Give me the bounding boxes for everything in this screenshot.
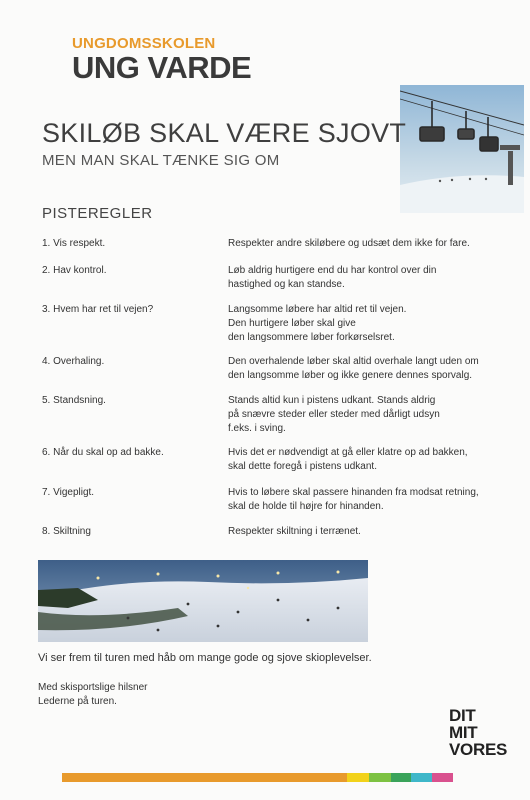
logo-top-text: UNGDOMSSKOLEN [72, 35, 216, 52]
signoff-line-1: Med skisportslige hilsner [38, 682, 148, 693]
night-slope-image [38, 560, 368, 642]
rule-name: 1. Vis respekt. [42, 238, 106, 249]
rule-name: 8. Skiltning [42, 526, 91, 537]
signoff [38, 681, 148, 709]
signoff-line-2: Lederne på turen. [38, 696, 117, 707]
rule-text: Respekter skiltning i terrænet. [228, 526, 361, 537]
page-title: SKILØB SKAL VÆRE SJOVT [42, 118, 407, 148]
rule-name: 5. Standsning. [42, 395, 106, 406]
rule-text: Hvis det er nødvendigt at gå eller klatre op ad bakken, skal dette foregå i pistens udkant. [228, 447, 468, 472]
stripe-segment [432, 773, 453, 782]
rule-name: 2. Hav kontrol. [42, 265, 107, 276]
color-stripe [62, 773, 474, 782]
rule-name: 7. Vigepligt. [42, 487, 95, 498]
logo-main-text: UNG VARDE [72, 50, 252, 85]
rule-text: Den overhalende løber skal altid overhale langt uden om den langsomme løber og ikke genere dennes sporvalg. [228, 356, 479, 381]
slogan-word: DIT [449, 706, 476, 725]
slogan-word: MIT [449, 723, 478, 742]
night-slope-photo [38, 560, 368, 642]
slogan-word: VORES [449, 740, 508, 759]
rule-text: Hvis to løbere skal passere hinanden fra modsat retning, skal de holde til højre for hinanden. [228, 487, 479, 512]
section-heading: PISTEREGLER [42, 205, 153, 222]
closing-text: Vi ser frem til turen med håb om mange gode og sjove skioplevelser. [38, 652, 372, 664]
school-logo [72, 36, 251, 84]
chairlift-image [400, 85, 524, 213]
stripe-segment [391, 773, 411, 782]
stripe-segment [369, 773, 391, 782]
rule-text: Stands altid kun i pistens udkant. Stands aldrig på snævre steder eller steder med dårligt udsyn f.eks. i sving. [228, 395, 440, 434]
rule-text: Løb aldrig hurtigere end du har kontrol over din hastighed og kan standse. [228, 265, 437, 290]
chairlift-photo [400, 85, 524, 213]
rule-text: Respekter andre skiløbere og udsæt dem ikke for fare. [228, 238, 470, 249]
rule-name: 3. Hvem har ret til vejen? [42, 304, 154, 315]
slogan [449, 707, 507, 758]
rule-name: 6. Når du skal op ad bakke. [42, 447, 164, 458]
rule-name: 4. Overhaling. [42, 356, 105, 367]
stripe-segment [411, 773, 432, 782]
stripe-segment [62, 773, 347, 782]
rule-text: Langsomme løbere har altid ret til vejen. Den hurtigere løber skal give den langsommere løber forkørselsret. [228, 304, 407, 343]
page-subtitle: MEN MAN SKAL TÆNKE SIG OM [42, 152, 280, 169]
stripe-segment [347, 773, 369, 782]
